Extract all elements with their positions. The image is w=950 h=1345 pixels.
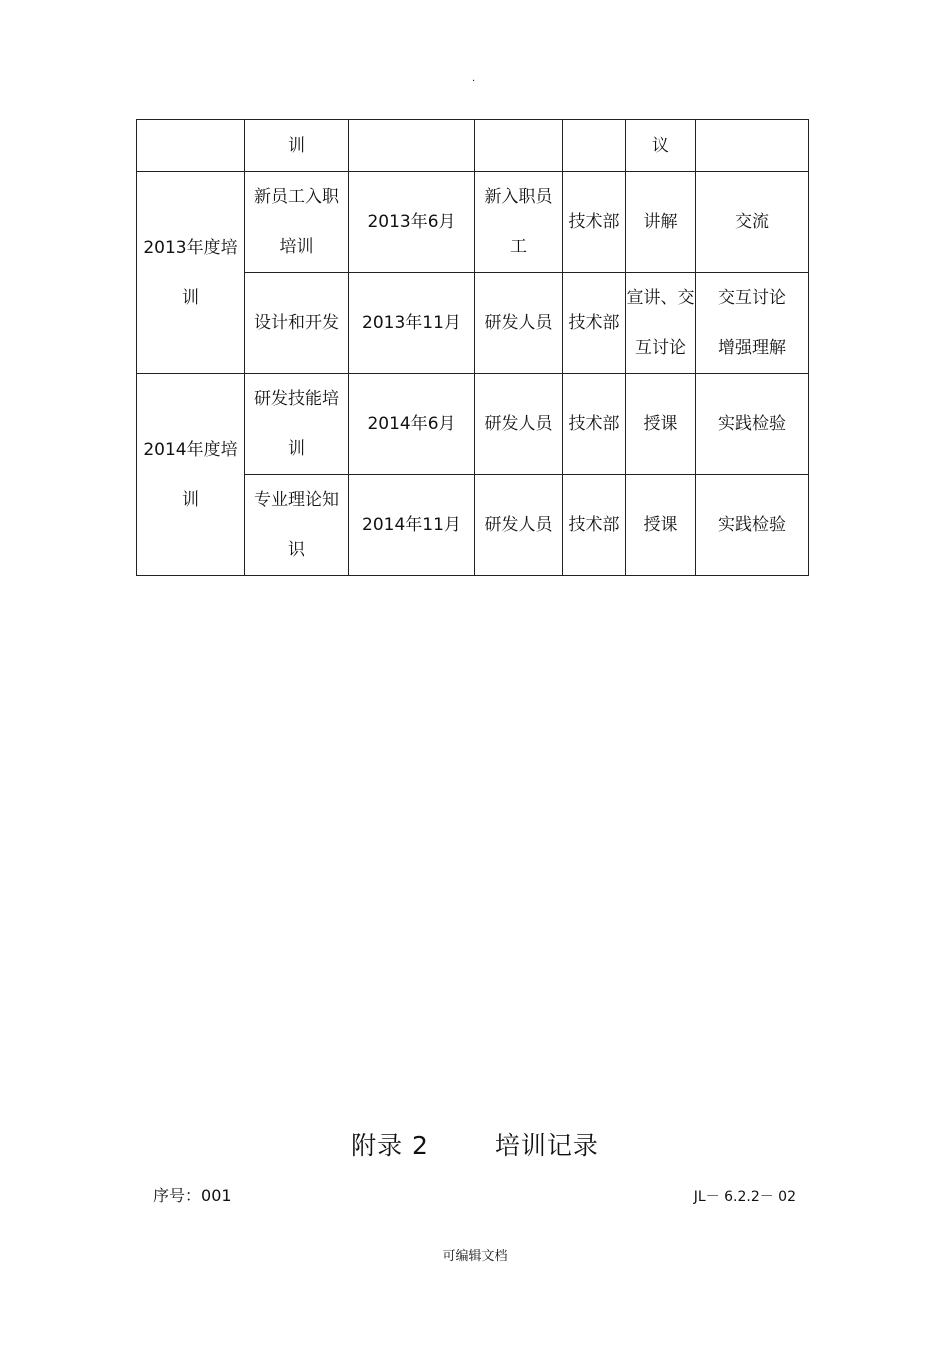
method-line: 宣讲、交 xyxy=(626,288,695,308)
method-cell xyxy=(626,374,696,475)
trainees-cell xyxy=(475,273,563,374)
method-cell xyxy=(626,273,696,374)
trainees-line: 研发人员 xyxy=(484,414,553,434)
assessment-cell xyxy=(696,273,809,374)
content-line: 识 xyxy=(288,540,305,560)
year-cell xyxy=(137,374,245,576)
year-label-line: 训 xyxy=(182,489,199,510)
method-line: 授课 xyxy=(643,414,678,434)
table-cell xyxy=(563,120,626,172)
table-row xyxy=(137,374,809,475)
content-line: 培训 xyxy=(279,237,314,257)
dept-cell: 技术部 xyxy=(563,172,626,273)
method-line: 互讨论 xyxy=(635,338,686,358)
assessment-line: 交流 xyxy=(735,212,769,232)
trainees-line: 研发人员 xyxy=(484,313,553,333)
assessment-line: 交互讨论 xyxy=(718,288,786,308)
appendix-number: 附录 2 xyxy=(351,1131,429,1160)
year-cell xyxy=(137,172,245,374)
assessment-cell xyxy=(696,475,809,576)
trainees-cell xyxy=(475,475,563,576)
content-line: 新员工入职 xyxy=(254,187,339,207)
time-cell: 2013年11月 xyxy=(349,273,475,374)
content-cell xyxy=(245,273,349,374)
trainees-line: 新入职员 xyxy=(484,187,553,207)
serial-value: 001 xyxy=(201,1186,232,1205)
trainees-cell xyxy=(475,172,563,273)
training-plan-table xyxy=(136,119,809,576)
trainees-line: 研发人员 xyxy=(484,515,553,535)
table-cell xyxy=(349,120,475,172)
table-row xyxy=(137,172,809,273)
assessment-line: 实践检验 xyxy=(718,515,786,535)
page-footer: 可编辑文档 xyxy=(442,1249,508,1264)
content-line: 训 xyxy=(288,439,305,459)
method-cell xyxy=(626,172,696,273)
method-line: 讲解 xyxy=(643,212,678,232)
year-label-line: 2013年度培 xyxy=(143,237,238,258)
table-cell: 训 xyxy=(245,120,349,172)
assessment-line: 实践检验 xyxy=(718,414,786,434)
assessment-cell xyxy=(696,374,809,475)
dept-cell: 技术部 xyxy=(563,374,626,475)
document-code: JL－ 6.2.2－ 02 xyxy=(693,1189,796,1205)
time-cell: 2014年6月 xyxy=(349,374,475,475)
page-top-mark: . xyxy=(472,73,476,84)
method-cell xyxy=(626,475,696,576)
method-line: 授课 xyxy=(643,515,678,535)
table-cell xyxy=(137,120,245,172)
trainees-cell xyxy=(475,374,563,475)
content-cell xyxy=(245,374,349,475)
serial-number xyxy=(153,1184,232,1208)
assessment-cell xyxy=(696,172,809,273)
dept-cell: 技术部 xyxy=(563,273,626,374)
content-line: 研发技能培 xyxy=(254,389,339,409)
dept-cell: 技术部 xyxy=(563,475,626,576)
year-label-line: 训 xyxy=(182,287,199,308)
appendix-name: 培训记录 xyxy=(494,1131,599,1160)
content-cell xyxy=(245,172,349,273)
table-cell xyxy=(475,120,563,172)
trainees-line: 工 xyxy=(510,237,527,257)
time-cell: 2014年11月 xyxy=(349,475,475,576)
content-cell xyxy=(245,475,349,576)
table-cell xyxy=(696,120,809,172)
table-cell: 议 xyxy=(626,120,696,172)
time-cell: 2013年6月 xyxy=(349,172,475,273)
serial-label: 序号： xyxy=(153,1186,202,1205)
appendix-title xyxy=(0,1128,950,1164)
table-row xyxy=(137,120,809,172)
content-line: 专业理论知 xyxy=(254,490,339,510)
assessment-line: 增强理解 xyxy=(718,338,786,358)
year-label-line: 2014年度培 xyxy=(143,439,238,460)
content-line: 设计和开发 xyxy=(254,313,339,333)
